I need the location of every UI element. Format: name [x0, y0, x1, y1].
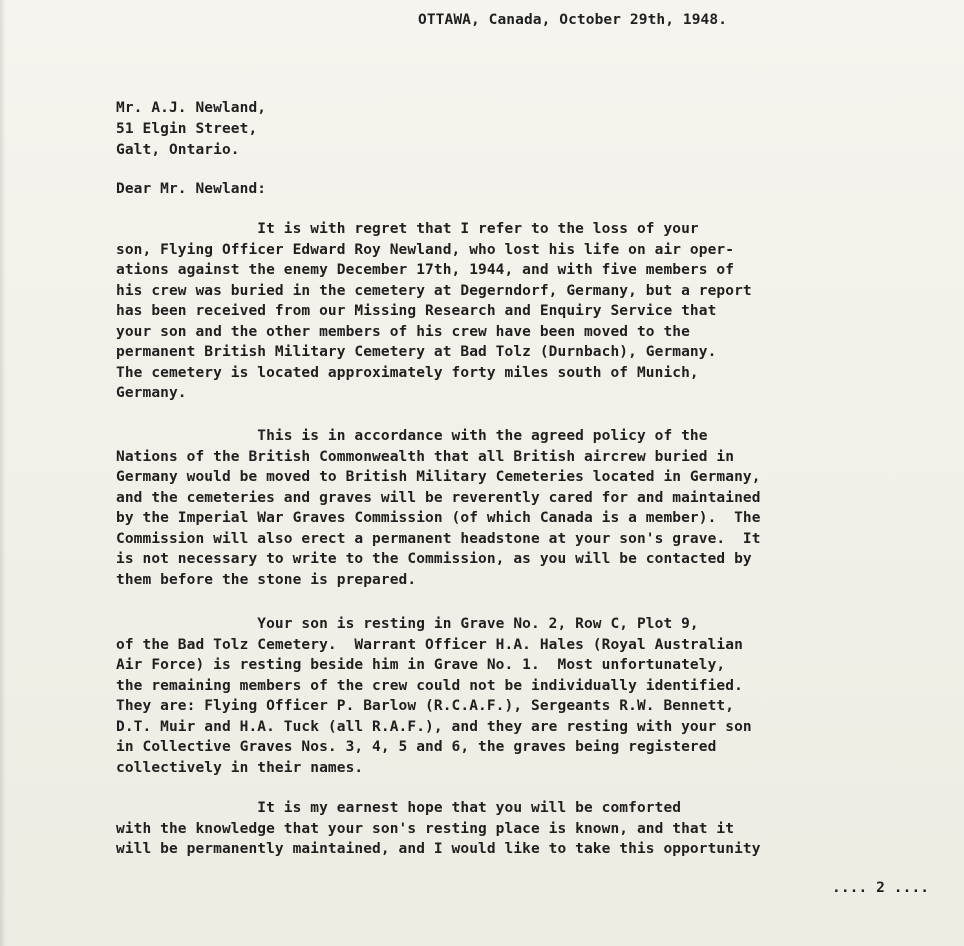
paragraph-line: of the Bad Tolz Cemetery. Warrant Officer H.A. Hales (Royal Australian	[116, 636, 743, 653]
address-line: Mr. A.J. Newland,	[116, 100, 267, 116]
paragraph-line: them before the stone is prepared.	[116, 571, 417, 588]
paragraph-loss-notice	[116, 219, 752, 404]
address-line: 51 Elgin Street,	[116, 121, 258, 137]
dateline: OTTAWA, Canada, October 29th, 1948.	[418, 12, 728, 28]
recipient-address	[116, 98, 266, 161]
paragraph-line: It is with regret that I refer to the loss of your	[116, 221, 699, 237]
paragraph-line: by the Imperial War Graves Commission (of which Canada is a member). The	[116, 510, 761, 526]
page-number-marker: .... 2 ....	[832, 880, 930, 896]
paragraph-line: the remaining members of the crew could not be individually identified.	[116, 677, 743, 694]
paragraph-line: Air Force) is resting beside him in Grave No. 1. Most unfortunately,	[116, 657, 726, 673]
paragraph-line: is not necessary to write to the Commission, as you will be contacted by	[116, 551, 752, 567]
paragraph-line: son, Flying Officer Edward Roy Newland, who lost his life on air oper-	[116, 241, 735, 258]
paragraph-line: It is my earnest hope that you will be comforted	[116, 800, 682, 816]
paragraph-line: ations against the enemy December 17th, 1944, and with five members of	[116, 262, 735, 278]
paragraph-line: Nations of the British Commonwealth that all British aircrew buried in	[116, 448, 735, 465]
paragraph-line: They are: Flying Officer P. Barlow (R.C.A.F.), Sergeants R.W. Bennett,	[116, 698, 735, 714]
address-line: Galt, Ontario.	[116, 142, 240, 158]
paragraph-line: The cemetery is located approximately forty miles south of Munich,	[116, 364, 699, 381]
salutation: Dear Mr. Newland:	[116, 181, 267, 197]
paragraph-line: his crew was buried in the cemetery at Degerndorf, Germany, but a report	[116, 282, 752, 299]
paragraph-line: Germany would be moved to British Military Cemeteries located in Germany,	[116, 469, 761, 485]
page-edge-shadow	[0, 0, 6, 946]
paragraph-line: Your son is resting in Grave No. 2, Row C, Plot 9,	[116, 616, 699, 632]
paragraph-line: in Collective Graves Nos. 3, 4, 5 and 6, the graves being registered	[116, 739, 717, 755]
paragraph-line: your son and the other members of his crew have been moved to the	[116, 323, 690, 340]
paragraph-line: with the knowledge that your son's resting place is known, and that it	[116, 820, 735, 837]
paragraph-line: permanent British Military Cemetery at Bad Tolz (Durnbach), Germany.	[116, 344, 717, 360]
paragraph-line: has been received from our Missing Research and Enquiry Service that	[116, 303, 717, 319]
paragraph-line: This is in accordance with the agreed policy of the	[116, 428, 708, 444]
paragraph-line: Germany.	[116, 385, 187, 401]
paragraph-policy	[116, 426, 761, 590]
paragraph-line: and the cemeteries and graves will be reverently cared for and maintained	[116, 489, 761, 506]
paragraph-grave-details	[116, 614, 752, 778]
paragraph-closing	[116, 798, 761, 860]
paragraph-line: D.T. Muir and H.A. Tuck (all R.A.F.), and they are resting with your son	[116, 718, 752, 735]
paragraph-line: collectively in their names.	[116, 759, 364, 776]
paragraph-line: will be permanently maintained, and I would like to take this opportunity	[116, 841, 761, 857]
paragraph-line: Commission will also erect a permanent headstone at your son's grave. It	[116, 530, 761, 547]
